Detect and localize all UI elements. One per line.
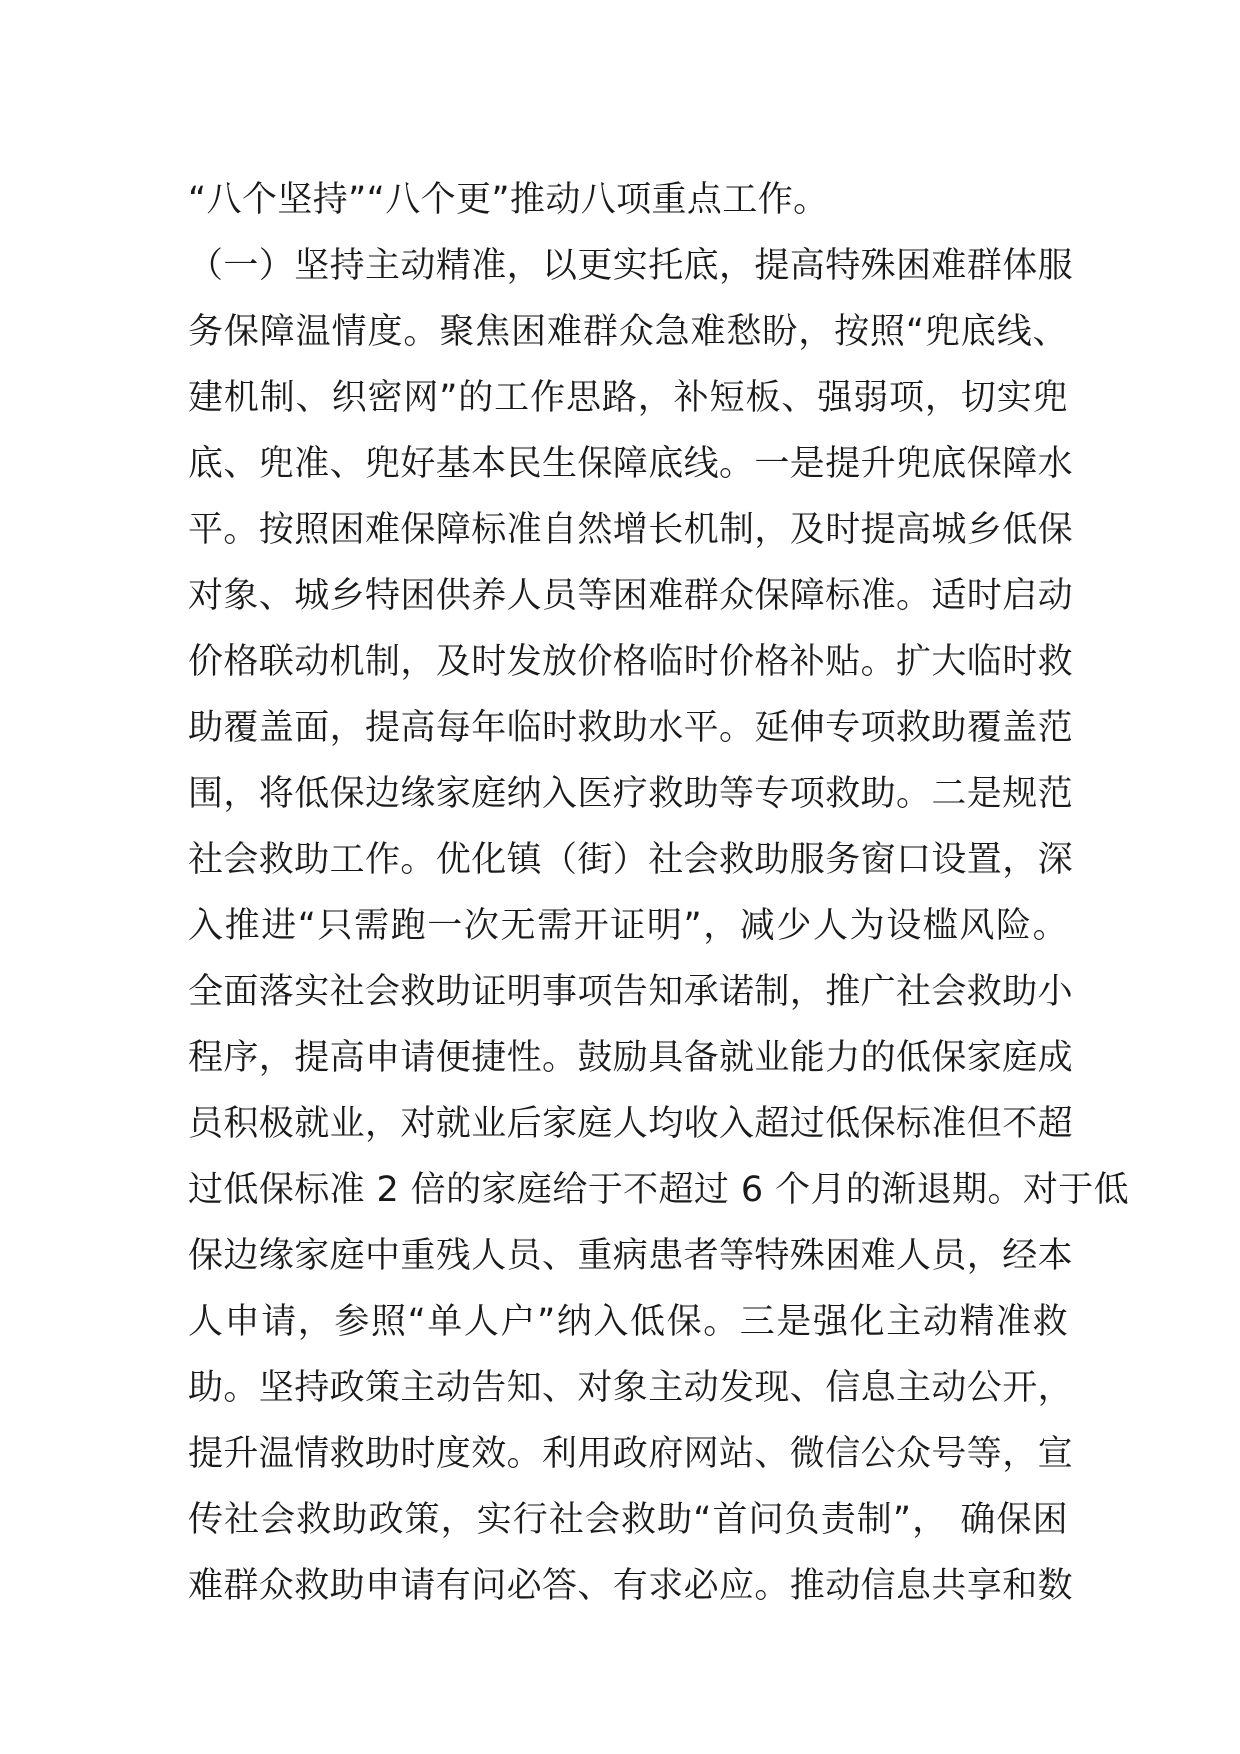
text-line: 助覆盖面，提高每年临时救助水平。延伸专项救助覆盖范 xyxy=(188,708,1074,748)
text-line: 平。按照困难保障标准自然增长机制，及时提高城乡低保 xyxy=(188,510,1074,550)
text-line: 围，将低保边缘家庭纳入医疗救助等专项救助。二是规范 xyxy=(188,774,1074,814)
text-line: 全面落实社会救助证明事项告知承诺制，推广社会救助小 xyxy=(188,972,1074,1012)
text-line: 助。坚持政策主动告知、对象主动发现、信息主动公开， xyxy=(188,1368,1074,1408)
text-line: “八个坚持”“八个更”推动八项重点工作。 xyxy=(188,180,829,220)
text-line: 建机制、织密网”的工作思路，补短板、强弱项，切实兜 xyxy=(188,378,1068,418)
text-line: 难群众救助申请有问必答、有求必应。推动信息共享和数 xyxy=(188,1566,1074,1606)
text-line: 过低保标准 2 倍的家庭给于不超过 6 个月的渐退期。对于低 xyxy=(188,1170,1130,1210)
text-line: （一）坚持主动精准，以更实托底，提高特殊困难群体服 xyxy=(188,246,1074,286)
text-line: 保边缘家庭中重残人员、重病患者等特殊困难人员，经本 xyxy=(188,1236,1074,1276)
text-line: 程序，提高申请便捷性。鼓励具备就业能力的低保家庭成 xyxy=(188,1038,1074,1078)
text-line: 传社会救助政策，实行社会救助“首问负责制”， 确保困 xyxy=(188,1500,1068,1540)
text-line: 入推进“只需跑一次无需开证明”，减少人为设槛风险。 xyxy=(188,906,1068,946)
text-line: 价格联动机制，及时发放价格临时价格补贴。扩大临时救 xyxy=(188,642,1074,682)
text-line: 员积极就业，对就业后家庭人均收入超过低保标准但不超 xyxy=(188,1104,1074,1144)
text-line: 底、兜准、兜好基本民生保障底线。一是提升兜底保障水 xyxy=(188,444,1074,484)
text-line: 务保障温情度。聚焦困难群众急难愁盼，按照“兜底线、 xyxy=(188,312,1068,352)
text-line: 社会救助工作。优化镇（街）社会救助服务窗口设置，深 xyxy=(188,840,1074,880)
body-text xyxy=(188,167,1130,1619)
text-line: 提升温情救助时度效。利用政府网站、微信公众号等，宣 xyxy=(188,1434,1074,1474)
text-line: 对象、城乡特困供养人员等困难群众保障标准。适时启动 xyxy=(188,576,1074,616)
text-line: 人申请，参照“单人户”纳入低保。三是强化主动精准救 xyxy=(188,1302,1068,1342)
